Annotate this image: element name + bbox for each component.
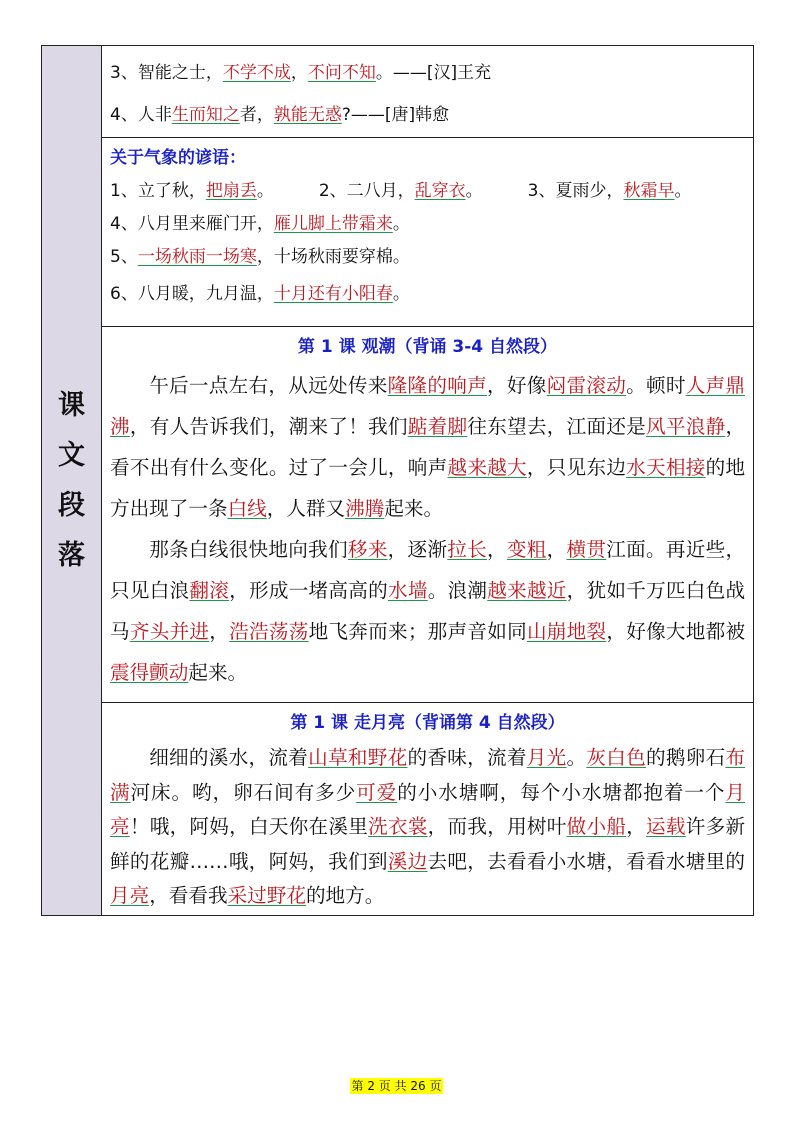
key-phrase: 月亮 (110, 884, 150, 907)
key-phrase: 秋霜早 (623, 181, 675, 201)
text-segment: 。 (392, 214, 410, 234)
text-segment: 。 (566, 746, 587, 769)
content-table (41, 45, 754, 916)
key-phrase: 月亮 (110, 780, 746, 838)
text-segment: ，人群又 (266, 497, 346, 520)
text-segment: 。顿时 (626, 374, 686, 397)
text-segment: 4、人非 (110, 105, 172, 125)
text-segment: 的鹅卵石 (645, 746, 726, 769)
text-segment: 3、夏雨少， (527, 181, 624, 201)
page-number: 第 2 页 共 26 页 (351, 1079, 442, 1093)
text-segment: ！哦，阿妈，白天你在溪里 (129, 815, 369, 838)
key-phrase: 不问不知 (307, 63, 376, 83)
paragraph (110, 741, 745, 914)
key-phrase: 山崩地裂 (526, 620, 607, 643)
text-segment: 者， (239, 105, 274, 125)
text-segment: 地飞奔而来；那声音如同 (308, 620, 527, 643)
key-phrase: 人声鼎沸 (110, 374, 746, 438)
text-segment: ，十场秋雨要穿棉。 (256, 247, 410, 267)
key-phrase: 不学不成 (222, 63, 291, 83)
key-phrase: 沸腾 (345, 497, 385, 520)
text-segment: 5、 (110, 247, 138, 267)
lesson-guanchao-cell (102, 327, 754, 703)
key-phrase: 白线 (227, 497, 267, 520)
text-segment: ， (290, 63, 308, 83)
lesson-title: 第 1 课 走月亮（背诵第 4 自然段） (290, 713, 565, 733)
text-segment: ，看不出有什么变化。过了一会儿，响声 (110, 415, 746, 479)
text-segment: 细细的溪水，流着 (149, 746, 309, 769)
key-phrase: 浩浩荡荡 (229, 620, 309, 643)
proverb-line (110, 175, 745, 208)
key-phrase: 踮着脚 (407, 415, 468, 438)
section-label-char: 课 (58, 389, 85, 421)
key-phrase: 移来 (347, 538, 388, 561)
section-label-char: 文 (58, 439, 85, 471)
quote-line (110, 52, 745, 94)
key-phrase: 洗衣裳 (368, 815, 428, 838)
quotes-cell (102, 46, 754, 138)
key-phrase: 水墙 (387, 579, 428, 602)
text-segment: 。 (465, 181, 483, 201)
text-segment: 。 (392, 284, 410, 304)
quote-line (110, 94, 745, 136)
key-phrase: 齐头并进 (129, 620, 210, 643)
key-phrase: 越来越近 (487, 579, 567, 602)
lesson-zouyueliang-cell (102, 703, 754, 916)
key-phrase: 运载 (646, 815, 686, 838)
text-segment: ， (487, 538, 507, 561)
key-phrase: 山草和野花 (308, 746, 408, 769)
text-segment: 。 (256, 181, 274, 201)
text-segment: 河床。哟，卵石间有多少 (130, 780, 357, 804)
text-segment: ，犹如千万匹白色战马 (110, 579, 746, 643)
text-segment: ，好像 (486, 374, 547, 397)
key-phrase: 生而知之 (171, 105, 240, 125)
key-phrase: 隆隆的响声 (387, 374, 487, 397)
proverbs-heading: 关于气象的谚语： (110, 148, 246, 168)
text-segment: ，逐渐 (387, 538, 448, 561)
key-phrase: 月光 (526, 746, 567, 769)
text-segment: 的香味，流着 (407, 746, 527, 769)
section-label-char: 落 (58, 539, 85, 571)
key-phrase: 溪边 (387, 849, 428, 873)
text-segment: 。 (674, 181, 692, 201)
key-phrase: 闷雷滚动 (546, 374, 627, 397)
key-phrase: 乱穿衣 (414, 181, 466, 201)
page-footer (0, 1077, 793, 1094)
proverb-line (110, 274, 745, 314)
text-segment: ，形成一堵高高的 (229, 579, 388, 602)
key-phrase: 孰能无惑 (273, 105, 342, 125)
text-segment: ， (209, 620, 230, 643)
key-phrase: 十月还有小阳春 (273, 284, 393, 304)
proverb-line (110, 241, 745, 274)
text-segment: ， (546, 538, 567, 561)
text-segment: ?——[唐]韩愈 (341, 105, 450, 125)
key-phrase: 把扇丢 (205, 181, 257, 201)
key-phrase: 震得颤动 (110, 661, 189, 684)
text-segment: 的地方。 (305, 884, 385, 907)
text-segment: 的地方出现了一条 (110, 456, 746, 520)
text-segment: ，好像大地都被 (606, 620, 746, 643)
text-segment: 起来。 (384, 497, 444, 520)
text-segment: 起来。 (188, 661, 248, 684)
text-segment: ，而我，用树叶 (427, 815, 567, 838)
key-phrase: 变粗 (506, 538, 547, 561)
key-phrase: 翻滚 (189, 579, 230, 602)
text-segment: 去吧，去看看小水塘，看看水塘里的 (427, 849, 746, 873)
key-phrase: 横贯 (566, 538, 607, 561)
text-segment: 3、智能之士， (110, 63, 223, 83)
paragraph (110, 529, 745, 693)
key-phrase: 越来越大 (447, 456, 527, 479)
key-phrase: 灰白色 (586, 746, 646, 769)
text-segment: 。浪潮 (427, 579, 488, 602)
text-segment: 许多新鲜的花瓣……哦，阿妈，我们到 (110, 815, 746, 873)
key-phrase: 水天相接 (626, 456, 706, 479)
text-segment: ， (626, 815, 647, 838)
text-segment: ，有人告诉我们，潮来了！我们 (129, 415, 408, 438)
key-phrase: 拉长 (447, 538, 487, 561)
text-segment: 。——[汉]王充 (375, 63, 492, 83)
paragraph (110, 365, 745, 529)
key-phrase: 采过野花 (227, 884, 306, 907)
text-segment: 2、二八月， (318, 181, 415, 201)
text-segment: ，看看我 (149, 884, 228, 907)
text-segment: 午后一点左右，从远处传来 (149, 374, 388, 397)
text-segment: 往东望去，江面还是 (467, 415, 647, 438)
text-segment: 1、立了秋， (110, 181, 206, 201)
proverbs-cell (102, 138, 754, 327)
section-label-cell (42, 46, 102, 916)
text-segment: 6、八月暖，九月温， (110, 284, 274, 304)
key-phrase: 做小船 (566, 815, 627, 838)
text-segment: 的小水塘啊，每个小水塘都抱着一个 (397, 780, 726, 804)
key-phrase: 可爱 (356, 780, 398, 804)
key-phrase: 风平浪静 (646, 415, 726, 438)
text-segment: 江面。再近些，只见白浪 (110, 538, 746, 602)
section-label-char: 段 (58, 489, 85, 521)
key-phrase: 雁儿脚上带霜来 (273, 214, 393, 234)
text-segment: 那条白线很快地向我们 (149, 538, 348, 561)
text-segment: ，只见东边 (526, 456, 627, 479)
lesson-title: 第 1 课 观潮（背诵 3-4 自然段） (297, 337, 558, 357)
proverb-line (110, 208, 745, 241)
key-phrase: 一场秋雨一场寒 (137, 247, 257, 267)
key-phrase: 布满 (110, 746, 746, 804)
text-segment: 4、八月里来雁门开， (110, 214, 274, 234)
